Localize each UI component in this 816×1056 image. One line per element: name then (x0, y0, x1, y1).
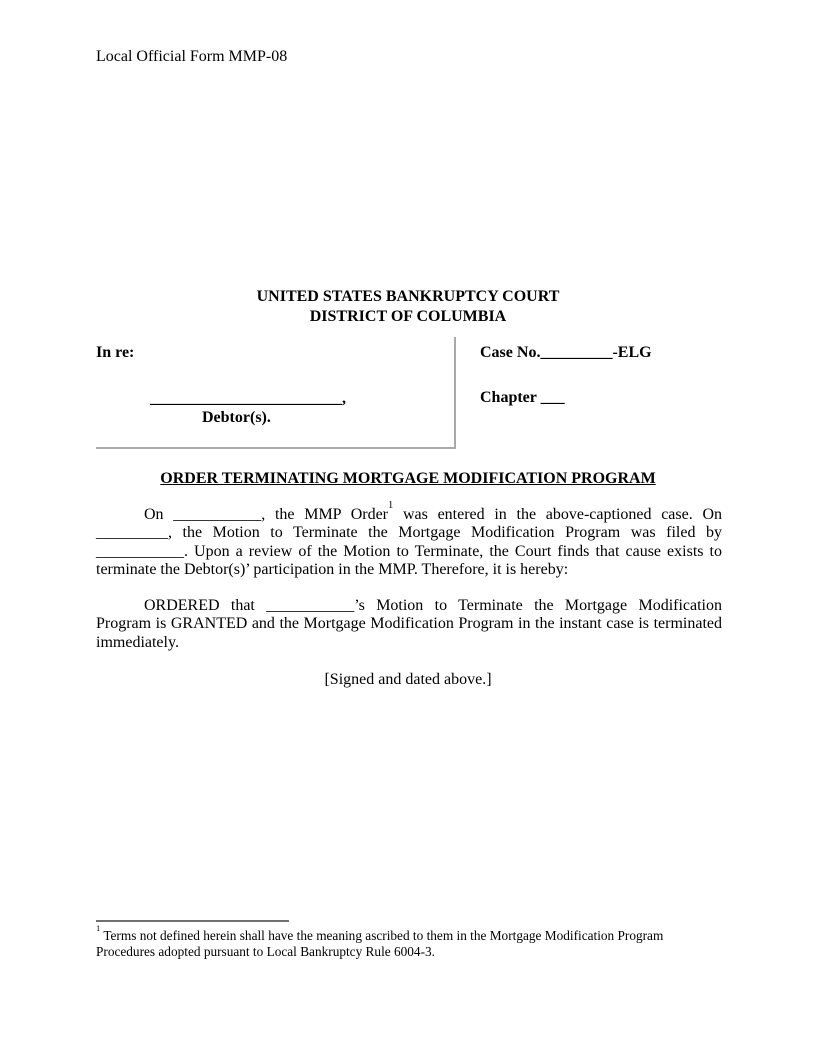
debtor-name-blank: ________________________ (150, 390, 342, 407)
debtor-label: Debtor(s). (202, 409, 271, 426)
in-re-label: In re: (96, 344, 135, 361)
order-paragraph-2: ORDERED that ___________’s Motion to Terminate the Mortgage Modification Program is GRANTED and the Mortgage Modification Program in the instant case is terminated immediately. (96, 597, 722, 651)
footnote-number: 1 (96, 922, 101, 933)
signed-note: [Signed and dated above.] (324, 671, 492, 688)
case-number-blank: _________ (540, 344, 613, 361)
court-header (96, 287, 720, 327)
footnote-reference-1: 1 (388, 499, 394, 511)
chapter-label: Chapter (480, 389, 541, 406)
paragraph-1-text-end: was entered in the above-captioned case. On _________, the Motion to Terminate the Mortgage Modification Program was filed by ___________. Upon a review of the Motion to Terminate, the Court finds that cause exists to terminate the Debtor(s)’ participation in the MMP. Therefore, it is hereby: (96, 506, 723, 578)
caption-case-cell (456, 337, 720, 449)
debtor-name-comma: , (342, 390, 346, 407)
court-name: UNITED STATES BANKRUPTCY COURT (256, 288, 560, 305)
order-paragraph-1 (96, 499, 723, 579)
chapter-line (480, 389, 720, 407)
case-no-suffix: -ELG (612, 344, 652, 361)
debtor-name-line (150, 390, 454, 408)
case-no-label: Case No. (480, 344, 541, 361)
chapter-blank: ___ (540, 389, 565, 406)
caption-debtor-cell (96, 337, 456, 449)
order-title: ORDER TERMINATING MORTGAGE MODIFICATION PROGRAM (160, 470, 656, 487)
form-label: Local Official Form MMP-08 (96, 48, 288, 65)
paragraph-1-text-start: On ___________, the MMP Order (144, 506, 389, 523)
footnote-text (96, 922, 723, 960)
case-number-line (480, 344, 720, 362)
court-district: DISTRICT OF COLUMBIA (309, 308, 507, 325)
case-caption (96, 337, 720, 449)
footnote-body: Terms not defined herein shall have the meaning ascribed to them in the Mortgage Modification Program Procedures adopted pursuant to Local Bankruptcy Rule 6004-3. (96, 928, 664, 959)
footnote-separator (96, 920, 289, 922)
footnote-area (96, 920, 723, 960)
